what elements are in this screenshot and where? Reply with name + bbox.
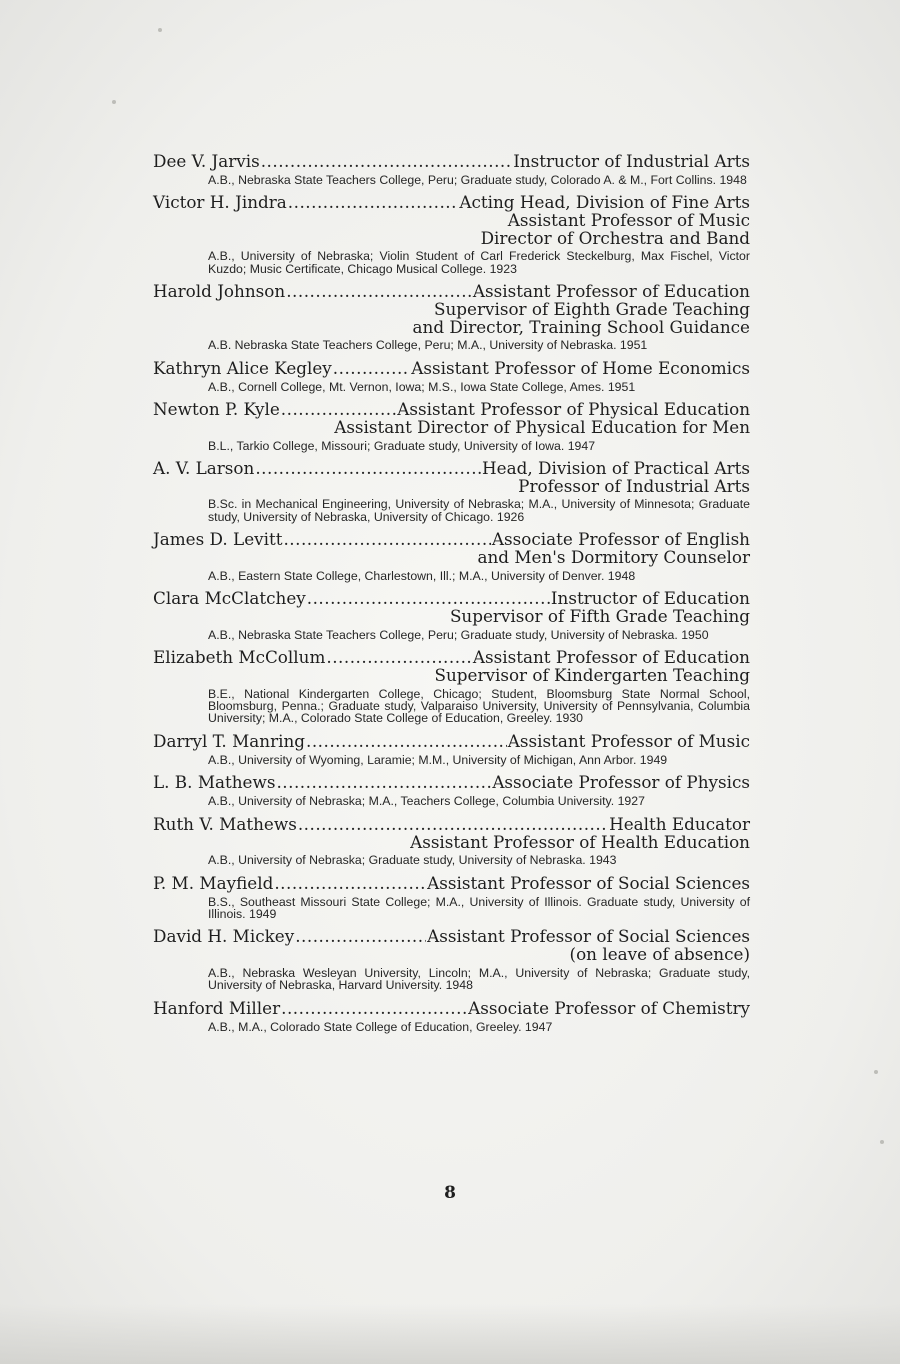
faculty-entry (153, 400, 750, 452)
faculty-credentials: B.L., Tarkio College, Missouri; Graduate study, University of Iowa. 1947 (208, 438, 596, 453)
faculty-name: Clara McClatchey (153, 588, 306, 609)
faculty-credentials: B.E., National Kindergarten College, Chicago; Student, Bloomsburg State Normal School, Bloomsburg, Penna.; Graduate study, Valparaiso University, University of Pennsylvania, Columbia University; M.A., Colorado State College of Education, Greeley. 1930 (208, 686, 750, 726)
paper-speck (112, 100, 116, 104)
entry-heading (153, 359, 750, 378)
faculty-title: Assistant Director of Physical Education for Men (334, 417, 750, 438)
faculty-title: Assistant Professor of Music (507, 210, 750, 231)
faculty-entry (153, 152, 750, 186)
faculty-title: Instructor of Industrial Arts (513, 151, 750, 171)
faculty-entry (153, 359, 750, 393)
faculty-credentials: A.B., University of Nebraska; Violin Student of Carl Frederick Steckelburg, Max Fischel, Victor Kuzdo; Music Certificate, Chicago Musical College. 1923 (208, 249, 750, 276)
entry-heading (153, 815, 750, 834)
faculty-name: Dee V. Jarvis (153, 151, 260, 171)
faculty-credentials: B.S., Southeast Missouri State College; M.A., University of Illinois. Graduate study, University of Illinois. 1949 (208, 894, 750, 921)
faculty-title: Assistant Professor of Education (472, 281, 750, 302)
dot-leader (281, 999, 467, 1018)
faculty-entry (153, 815, 750, 867)
faculty-entry (153, 589, 750, 641)
faculty-name: Ruth V. Mathews (153, 813, 297, 834)
faculty-credentials: B.Sc. in Mechanical Engineering, University of Nebraska; M.A., University of Minnesota; Graduate study, University of Nebraska, University of Chicago. 1926 (208, 497, 750, 524)
faculty-credentials: A.B., Cornell College, Mt. Vernon, Iowa; M.S., Iowa State College, Ames. 1951 (208, 379, 636, 394)
faculty-title: and Director, Training School Guidance (412, 316, 750, 337)
faculty-entry (153, 193, 750, 275)
faculty-entry (153, 732, 750, 766)
faculty-title: Associate Professor of English (491, 529, 750, 550)
faculty-credentials: A.B., Eastern State College, Charlestown, Ill.; M.A., University of Denver. 1948 (208, 568, 636, 583)
faculty-title: Associate Professor of Chemistry (468, 997, 750, 1018)
faculty-name: Harold Johnson (153, 281, 286, 302)
faculty-name: Kathryn Alice Kegley (153, 357, 332, 378)
faculty-name: A. V. Larson (153, 457, 255, 478)
dot-leader (276, 773, 491, 792)
faculty-entry (153, 459, 750, 523)
paper-speck (158, 28, 162, 32)
entry-heading (153, 999, 750, 1018)
faculty-entry (153, 530, 750, 582)
faculty-credentials: A.B., Nebraska Wesleyan University, Lincoln; M.A., University of Nebraska; Graduate study, University of Nebraska, Harvard University. 1948 (208, 965, 750, 993)
faculty-title: and Men's Dormitory Counselor (477, 547, 750, 568)
faculty-name: Darryl T. Manring (153, 730, 306, 751)
dot-leader (288, 193, 459, 212)
faculty-title: Associate Professor of Physics (492, 772, 750, 793)
faculty-name: L. B. Mathews (153, 772, 276, 793)
dot-leader (283, 530, 490, 549)
faculty-title: Head, Division of Practical Arts (482, 457, 750, 478)
faculty-name: David H. Mickey (153, 926, 295, 947)
entry-heading (153, 773, 750, 792)
dot-leader (333, 359, 410, 378)
faculty-credentials: A.B., University of Nebraska; Graduate study, University of Nebraska. 1943 (208, 853, 617, 868)
faculty-credentials: A.B., M.A., Colorado State College of Education, Greeley. 1947 (208, 1019, 553, 1034)
faculty-title: Professor of Industrial Arts (518, 475, 750, 496)
entry-heading (153, 732, 750, 751)
dot-leader (306, 732, 507, 751)
faculty-entry (153, 648, 750, 725)
faculty-name: P. M. Mayfield (153, 872, 274, 893)
faculty-title: Assistant Professor of Social Sciences (427, 926, 750, 947)
faculty-title: Assistant Professor of Health Education (410, 831, 750, 852)
faculty-credentials: A.B., University of Nebraska; M.A., Teachers College, Columbia University. 1927 (208, 794, 645, 809)
faculty-credentials: A.B., Nebraska State Teachers College, Peru; Graduate study, University of Nebraska. 1950 (208, 627, 709, 642)
faculty-list (153, 152, 750, 1040)
faculty-title: Assistant Professor of Education (472, 647, 750, 668)
faculty-title: Health Educator (609, 813, 750, 834)
dot-leader (274, 874, 426, 893)
faculty-title: (on leave of absence) (569, 944, 750, 965)
faculty-name: Victor H. Jindra (153, 192, 287, 213)
paper-speck (880, 1140, 884, 1144)
entry-heading (153, 152, 750, 171)
faculty-entry (153, 773, 750, 807)
faculty-title: Instructor of Education (550, 588, 750, 609)
faculty-title: Assistant Professor of Home Economics (411, 357, 750, 378)
faculty-entry (153, 999, 750, 1033)
faculty-credentials: A.B., University of Wyoming, Laramie; M.M., University of Michigan, Ann Arbor. 1949 (208, 752, 668, 767)
faculty-title: Supervisor of Kindergarten Teaching (434, 665, 750, 686)
paper-speck (874, 1070, 878, 1074)
page-number: 8 (444, 1183, 456, 1203)
entry-heading (153, 874, 750, 893)
faculty-title: Supervisor of Fifth Grade Teaching (449, 606, 750, 627)
faculty-title: Assistant Professor of Physical Education (397, 399, 750, 420)
faculty-entry (153, 874, 750, 921)
dot-leader (295, 927, 426, 946)
faculty-title: Supervisor of Eighth Grade Teaching (433, 299, 750, 320)
faculty-title: Acting Head, Division of Fine Arts (459, 192, 750, 213)
faculty-entry (153, 927, 750, 991)
faculty-credentials: A.B. Nebraska State Teachers College, Peru; M.A., University of Nebraska. 1951 (208, 338, 648, 353)
faculty-title: Assistant Professor of Music (507, 730, 750, 751)
faculty-name: Newton P. Kyle (153, 399, 280, 420)
dot-leader (298, 815, 608, 834)
dot-leader (255, 459, 481, 478)
faculty-title: Assistant Professor of Social Sciences (427, 872, 750, 893)
faculty-name: James D. Levitt (153, 529, 283, 550)
faculty-entry (153, 282, 750, 351)
faculty-credentials: A.B., Nebraska State Teachers College, Peru; Graduate study, Colorado A. & M., Fort Collins. 1948 (208, 173, 747, 187)
faculty-name: Hanford Miller (153, 997, 281, 1018)
dot-leader (261, 152, 512, 171)
faculty-title: Director of Orchestra and Band (480, 227, 750, 248)
faculty-name: Elizabeth McCollum (153, 647, 326, 668)
